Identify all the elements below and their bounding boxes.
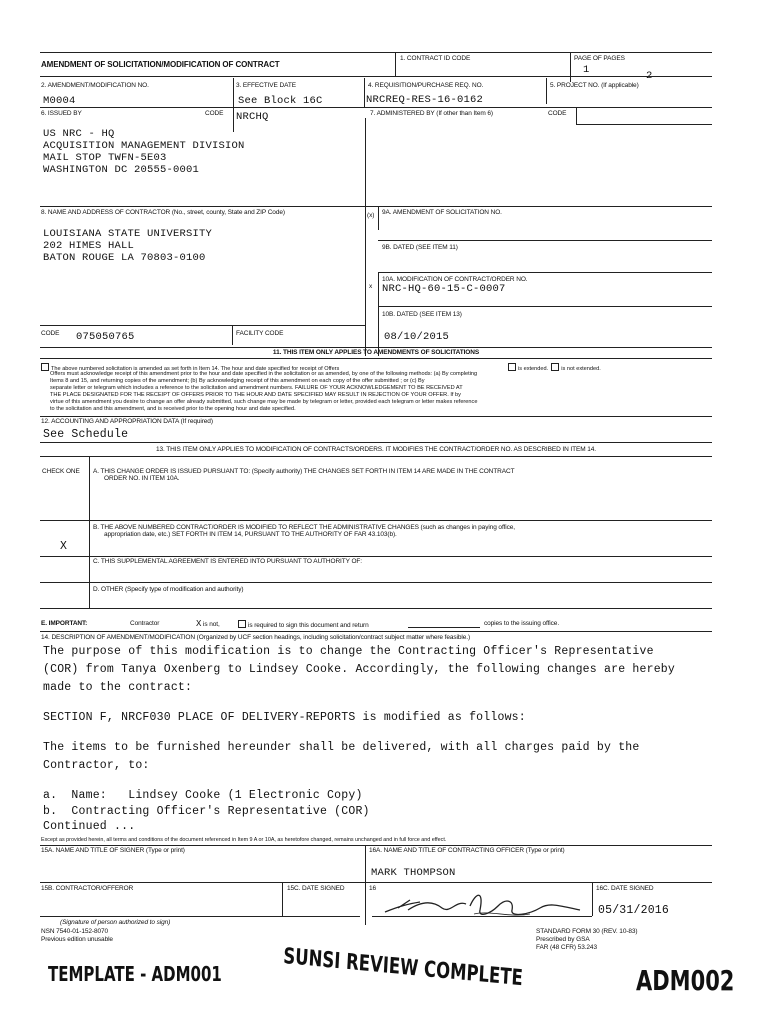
effective-date-value: See Block 16C	[238, 95, 323, 107]
is-required-text: is required to sign this document and return	[248, 622, 369, 629]
contractor-line-2: 202 HIMES HALL	[43, 240, 135, 252]
x-column-mark: (x)	[367, 212, 375, 219]
description-line-8: Contractor, to:	[43, 759, 150, 772]
prescribed-text: Prescribed by GSA	[536, 936, 590, 943]
issuer-address-line-2: ACQUISITION MANAGEMENT DIVISION	[43, 140, 245, 152]
contractor-line-3: BATON ROUGE LA 70803-0100	[43, 252, 206, 264]
dated-10b-value: 08/10/2015	[384, 331, 450, 343]
checkbox-not-extended[interactable]	[551, 363, 559, 371]
contractor-code-label: CODE	[41, 330, 60, 337]
administered-by-label: 7. ADMINISTERED BY (If other than Item 6)	[370, 110, 493, 117]
item-11-para-5: virtue of this amendment you desire to change an offer already submitted, such change may be made by telegram or letter, provided each telegram or letter makes reference	[50, 399, 478, 405]
not-extended-text: is not extended.	[561, 366, 601, 372]
is-required-option	[238, 620, 369, 630]
page-of-pages-label: PAGE OF PAGES	[574, 55, 625, 62]
signer-15b-label: 15B. CONTRACTOR/OFFEROR	[41, 885, 134, 892]
handwritten-signature	[380, 888, 600, 928]
contractor-line-1: LOUISIANA STATE UNIVERSITY	[43, 228, 213, 240]
contracting-officer-name: MARK THOMPSON	[371, 867, 456, 879]
description-line-11: b. Contracting Officer's Representative (COR)	[43, 805, 370, 818]
amendment-no-value: M0004	[43, 95, 76, 107]
page-number: 1	[583, 64, 590, 76]
adm-stamp: ADM002	[636, 964, 735, 997]
item-11-para-4: THE PLACE DESIGNATED FOR THE RECEIPT OF OFFERS PRIOR TO THE HOUR AND DATE SPECIFIED MAY RESULT IN REJECTION OF YOUR OFFER. If by	[50, 392, 461, 398]
signer-15a-label: 15A. NAME AND TITLE OF SIGNER (Type or print)	[41, 847, 185, 854]
form-title: AMENDMENT OF SOLICITATION/MODIFICATION OF CONTRACT	[41, 60, 280, 69]
project-no-label: 5. PROJECT NO. (If applicable)	[550, 82, 639, 89]
signer-16c-label: 16C. DATE SIGNED	[596, 885, 654, 892]
is-not-option	[196, 620, 220, 629]
administered-code-label: CODE	[548, 110, 567, 117]
modification-value: NRC-HQ-60-15-C-0007	[382, 283, 506, 295]
item-14-label: 14. DESCRIPTION OF AMENDMENT/MODIFICATION (Organized by UCF section headings, including solicitation/contract subject matter where feasible.)	[41, 634, 471, 641]
sunsi-review-stamp: SUNSI REVIEW COMPLETE	[282, 944, 524, 992]
is-not-mark[interactable]: X	[196, 619, 202, 629]
item-13b-text-2: appropriation date, etc.) SET FORTH IN ITEM 14, PURSUANT TO THE AUTHORITY OF FAR 43.103(b).	[104, 531, 397, 538]
facility-code-label: FACILITY CODE	[236, 330, 284, 337]
description-line-7: The items to be furnished hereunder shall be delivered, with all charges paid by the	[43, 741, 640, 754]
signature-note: (Signature of person authorized to sign)	[60, 919, 171, 926]
date-signed-value: 05/31/2016	[598, 904, 670, 917]
item-13-heading: 13. THIS ITEM ONLY APPLIES TO MODIFICATION OF CONTRACTS/ORDERS. IT MODIFIES THE CONTRACT/ORDER NO. AS DESCRIBED IN ITEM 14.	[155, 446, 596, 453]
requisition-label: 4. REQUISITION/PURCHASE REQ. NO.	[368, 82, 484, 89]
issued-by-label: 6. ISSUED BY	[41, 110, 82, 117]
checkbox-extended[interactable]	[508, 363, 516, 371]
issuer-address-line-3: MAIL STOP TWFN-5E03	[43, 152, 167, 164]
far-text: FAR (48 CFR) 53.243	[536, 944, 597, 951]
dated-10b-label: 10B. DATED (SEE ITEM 13)	[382, 311, 462, 318]
issuer-address-line-1: US NRC - HQ	[43, 128, 115, 140]
item-11-para-6: to the solicitation and this amendment, and is received prior to the opening hour and date specified.	[50, 406, 296, 412]
check-one-label: CHECK ONE	[42, 468, 80, 475]
contract-id-label: 1. CONTRACT ID CODE	[400, 55, 471, 62]
template-stamp: TEMPLATE - ADM001	[48, 962, 222, 986]
issuer-address-line-4: WASHINGTON DC 20555-0001	[43, 164, 200, 176]
copies-text: copies to the issuing office.	[484, 620, 560, 627]
nsn-text: NSN 7540-01-152-8070	[41, 928, 109, 935]
modification-x-mark: x	[369, 283, 373, 290]
signer-15c-label: 15C. DATE SIGNED	[287, 885, 345, 892]
item-13a-text-1: A. THIS CHANGE ORDER IS ISSUED PURSUANT TO: (Specify authority) THE CHANGES SET FORTH IN ITEM 14 ARE MADE IN THE CONTRACT	[93, 468, 515, 475]
page-total: 2	[646, 70, 653, 82]
description-line-3: made to the contract:	[43, 681, 193, 694]
contractor-code-value: 075050765	[76, 331, 135, 343]
description-line-5: SECTION F, NRCF030 PLACE OF DELIVERY-REPORTS is modified as follows:	[43, 711, 526, 724]
previous-edition-text: Previous edition unusable	[41, 936, 113, 943]
item-13b-check-mark[interactable]: X	[60, 540, 68, 553]
item-11-para-3: separate letter or telegram which includes a reference to the solicitation and amendment numbers. FAILURE OF YOUR ACKNOWLEDGEMENT TO BE RECEIVED AT	[50, 385, 463, 391]
description-line-10: a. Name: Lindsey Cooke (1 Electronic Copy)	[43, 789, 363, 802]
issued-by-code-value: NRCHQ	[236, 111, 269, 123]
item-11-para-2: Items 8 and 15, and returning copies of the amendment; (b) By acknowledging receipt of this amendment on each copy of the offer submitted ; or (c) By	[50, 378, 425, 384]
contractor-label: 8. NAME AND ADDRESS OF CONTRACTOR (No., street, county, State and ZIP Code)	[41, 209, 285, 216]
item-12-value: See Schedule	[43, 428, 129, 441]
item-13b-text-1: B. THE ABOVE NUMBERED CONTRACT/ORDER IS MODIFIED TO REFLECT THE ADMINISTRATIVE CHANGES (such as changes in paying office,	[93, 524, 515, 531]
item-11-para-1: Offers must acknowledge receipt of this amendment prior to the hour and date specified in the solicitation or as amended, by one of the following methods: (a) By completing	[50, 371, 478, 377]
signer-16b-label: 16	[369, 885, 377, 892]
signer-16a-label: 16A. NAME AND TITLE OF CONTRACTING OFFICER (Type or print)	[369, 847, 565, 854]
amendment-solicitation-label: 9A. AMENDMENT OF SOLICITATION NO.	[382, 209, 502, 216]
except-line: Except as provided herein, all terms and conditions of the document referenced in Item 9 A or 10A, as heretofore changed, remains unchanged and in full force and effect.	[41, 837, 447, 843]
description-line-1: The purpose of this modification is to change the Contracting Officer's Representative	[43, 645, 654, 658]
important-label: E. IMPORTANT:	[41, 620, 88, 627]
effective-date-label: 3. EFFECTIVE DATE	[236, 82, 296, 89]
issued-by-code-label: CODE	[205, 110, 224, 117]
item-13a-text-2: ORDER NO. IN ITEM 10A.	[104, 475, 180, 482]
important-contractor: Contractor	[130, 620, 160, 627]
dated-9b-label: 9B. DATED (SEE ITEM 11)	[382, 244, 458, 251]
checkbox-is-required[interactable]	[238, 620, 246, 628]
item-11-heading: 11. THIS ITEM ONLY APPLIES TO AMENDMENTS OF SOLICITATIONS	[272, 349, 480, 356]
extended-option	[508, 363, 601, 373]
item-13c-text: C. THIS SUPPLEMENTAL AGREEMENT IS ENTERED INTO PURSUANT TO AUTHORITY OF:	[93, 558, 362, 565]
description-line-12: Continued ...	[43, 820, 136, 833]
item-11-line-1-text: The above numbered solicitation is amended as set forth in Item 14. The hour and date specified for receipt of Offers	[51, 366, 340, 372]
requisition-value: NRCREQ-RES-16-0162	[366, 94, 484, 106]
is-not-text: is not,	[203, 621, 220, 628]
description-line-2: (COR) from Tanya Oxenberg to Lindsey Cooke. Accordingly, the following changes are hereby	[43, 663, 675, 676]
checkbox-amended[interactable]	[41, 363, 49, 371]
standard-form-text: STANDARD FORM 30 (REV. 10-83)	[536, 928, 638, 935]
modification-label: 10A. MODIFICATION OF CONTRACT/ORDER NO.	[382, 276, 528, 283]
item-12-label: 12. ACCOUNTING AND APPROPRIATION DATA (If required)	[41, 418, 213, 425]
item-13d-text: D. OTHER (Specify type of modification and authority)	[93, 586, 244, 593]
extended-text: is extended.	[518, 366, 549, 372]
amendment-no-label: 2. AMENDMENT/MODIFICATION NO.	[41, 82, 149, 89]
